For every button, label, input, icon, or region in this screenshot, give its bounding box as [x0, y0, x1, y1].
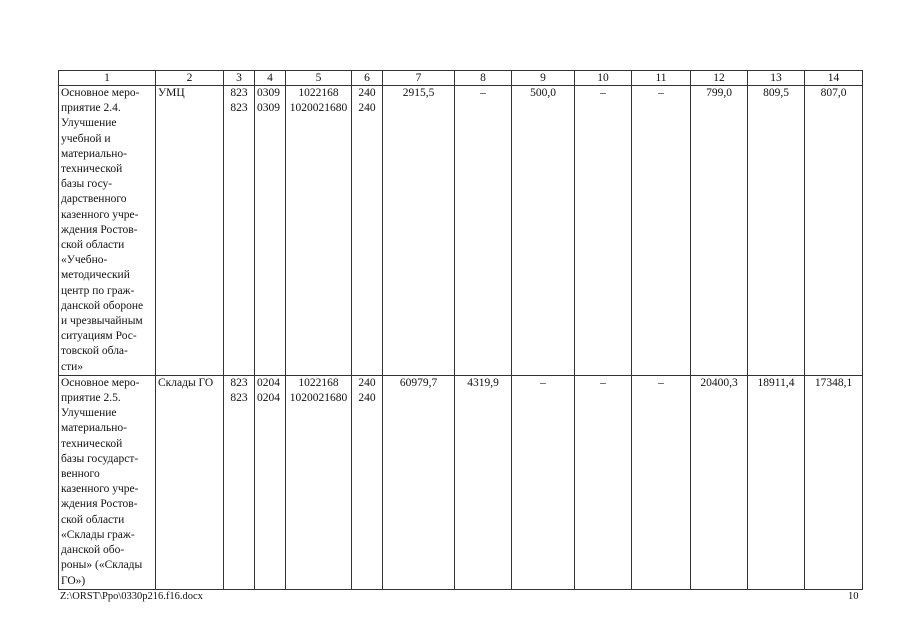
col-header-5: 5	[286, 71, 352, 86]
year-cell: –	[632, 86, 691, 376]
footer-file-path: Z:\ORST\Ppo\0330p216.f16.docx	[60, 591, 203, 602]
csr-cell	[286, 86, 352, 376]
year-cell: 809,5	[748, 86, 805, 376]
vr-cell	[352, 86, 383, 376]
csr-value: 1020021680	[289, 102, 348, 115]
csr-value: 1020021680	[289, 392, 348, 405]
rzpr-value: 0309	[257, 87, 280, 99]
activity-text: Основное меро- приятие 2.4. Улучшение учебной и материально- технической базы госу- дарственного казенного учре- ждения Ростов- ской области «Учебно- методический центр по граж- данской обороне и чрезвычайным ситуациям Рос- товской обла- сти»	[61, 87, 144, 373]
col-header-6: 6	[352, 71, 383, 86]
grbs-value: 823	[230, 376, 248, 389]
year-cell: 18911,4	[748, 375, 805, 589]
rzpr-cell	[255, 86, 286, 376]
col-header-13: 13	[748, 71, 805, 86]
budget-table	[58, 70, 863, 590]
grbs-value: 823	[230, 102, 248, 115]
vr-value: 240	[358, 376, 376, 389]
year-cell: 807,0	[805, 86, 863, 376]
rzpr-value: 0204	[257, 392, 280, 405]
grbs-value: 823	[230, 87, 248, 99]
year-cell: 20400,3	[691, 375, 748, 589]
csr-value: 1022168	[298, 87, 339, 99]
grbs-cell	[224, 86, 255, 376]
year-cell: –	[632, 375, 691, 589]
csr-cell	[286, 375, 352, 589]
col-header-7: 7	[383, 71, 455, 86]
col-header-12: 12	[691, 71, 748, 86]
vr-value: 240	[358, 87, 376, 99]
col-header-10: 10	[575, 71, 632, 86]
activity-cell	[59, 86, 156, 376]
col-header-2: 2	[156, 71, 224, 86]
header-row	[59, 71, 863, 86]
footer-page-number: 10	[848, 591, 859, 602]
total-cell: 60979,7	[383, 375, 455, 589]
total-cell: 2915,5	[383, 86, 455, 376]
vr-value: 240	[358, 392, 376, 405]
rzpr-value: 0204	[257, 376, 280, 389]
grbs-cell	[224, 375, 255, 589]
col-header-8: 8	[455, 71, 512, 86]
year-cell: 500,0	[512, 86, 575, 376]
table-row	[59, 375, 863, 589]
activity-cell	[59, 375, 156, 589]
year-cell: 4319,9	[455, 375, 512, 589]
vr-cell	[352, 375, 383, 589]
year-cell: –	[455, 86, 512, 376]
year-cell: 799,0	[691, 86, 748, 376]
vr-value: 240	[358, 102, 376, 115]
activity-text: Основное меро- приятие 2.5. Улучшение материально- технической базы государст- венного казенного учре- ждения Ростов- ской области «Склады граж- данской обо- роны» («Склады ГО»)	[61, 376, 143, 587]
col-header-1: 1	[59, 71, 156, 86]
year-cell: –	[575, 375, 632, 589]
col-header-3: 3	[224, 71, 255, 86]
year-cell: –	[512, 375, 575, 589]
year-cell: 17348,1	[805, 375, 863, 589]
rzpr-value: 0309	[257, 102, 280, 115]
rzpr-cell	[255, 375, 286, 589]
executor-cell: УМЦ	[156, 86, 224, 376]
col-header-4: 4	[255, 71, 286, 86]
col-header-11: 11	[632, 71, 691, 86]
col-header-9: 9	[512, 71, 575, 86]
table-row	[59, 86, 863, 376]
executor-cell: Склады ГО	[156, 375, 224, 589]
csr-value: 1022168	[298, 376, 339, 389]
year-cell: –	[575, 86, 632, 376]
grbs-value: 823	[230, 392, 248, 405]
col-header-14: 14	[805, 71, 863, 86]
